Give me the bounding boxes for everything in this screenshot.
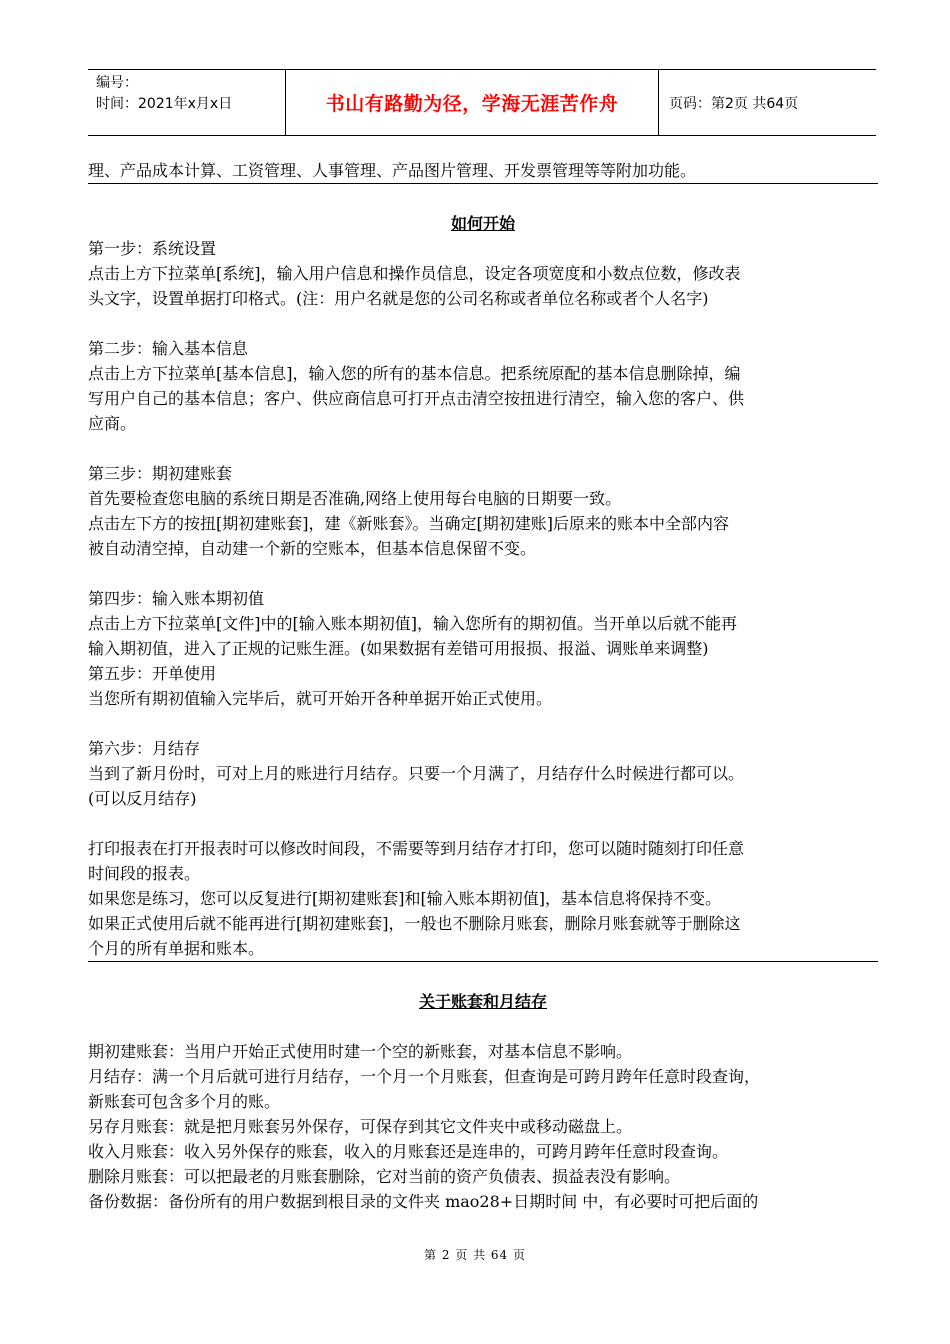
document-body <box>88 158 878 1214</box>
paragraph-line: 新账套可包含多个月的账。 <box>88 1092 281 1111</box>
paragraph-line: 如果您是练习，您可以反复进行[期初建账套]和[输入账本期初值]，基本信息将保持不变。 <box>88 889 721 908</box>
paragraph-line: 时间段的报表。 <box>88 864 201 883</box>
paragraph-line: 输入期初值，进入了正规的记账生涯。(如果数据有差错可用报损、报溢、调账单来调整) <box>88 639 709 658</box>
paragraph-line: 点击上方下拉菜单[系统]，输入用户信息和操作员信息，设定各项宽度和小数点位数，修改表 <box>88 264 741 283</box>
step-title: 第三步：期初建账套 <box>88 464 233 483</box>
paragraph-line: 当到了新月份时，可对上月的账进行月结存。只要一个月满了，月结存什么时候进行都可以。 <box>88 764 745 783</box>
paragraph-line: 打印报表在打开报表时可以修改时间段，不需要等到月结存才打印，您可以随时随刻打印任意 <box>88 839 745 858</box>
paragraph-line: 理、产品成本计算、工资管理、人事管理、产品图片管理、开发票管理等等附加功能。 <box>88 158 878 184</box>
paragraph-line: (可以反月结存) <box>88 789 197 808</box>
paragraph-line: 头文字，设置单据打印格式。(注：用户名就是您的公司名称或者单位名称或者个人名字) <box>88 289 709 308</box>
paragraph-line: 收入月账套：收入另外保存的账套，收入的月账套还是连串的，可跨月跨年任意时段查询。 <box>88 1142 729 1161</box>
paragraph-line: 当您所有期初值输入完毕后，就可开始开各种单据开始正式使用。 <box>88 689 553 708</box>
document-date-label: 时间：2021年x月x日 <box>96 96 233 112</box>
paragraph-line: 点击左下方的按扭[期初建账套]，建《新账套》。当确定[期初建账]后原来的账本中全部内容 <box>88 514 729 533</box>
paragraph-line: 删除月账套：可以把最老的月账套删除，它对当前的资产负债表、损益表没有影响。 <box>88 1167 681 1186</box>
paragraph-line: 备份数据：备份所有的用户数据到根目录的文件夹 mao28+日期时间 中，有必要时可把后面的 <box>88 1192 759 1211</box>
header-motto: 书山有路勤为径，学海无涯苦作舟 <box>286 70 659 135</box>
step-title: 第六步：月结存 <box>88 739 201 758</box>
paragraph-line: 应商。 <box>88 414 137 433</box>
header-meta <box>88 70 286 135</box>
paragraph-line: 月结存：满一个月后就可进行月结存，一个月一个月账套，但查询是可跨月跨年任意时段查询， <box>88 1067 761 1086</box>
step-title: 第四步：输入账本期初值 <box>88 589 265 608</box>
header-page-info: 页码：第2页 共64页 <box>669 95 799 112</box>
paragraph-line: 期初建账套：当用户开始正式使用时建一个空的新账套，对基本信息不影响。 <box>88 1042 633 1061</box>
step-title: 第二步：输入基本信息 <box>88 339 249 358</box>
page-header <box>88 69 876 136</box>
step-title: 第五步：开单使用 <box>88 664 217 683</box>
page-footer: 第 2 页 共 64 页 <box>424 1248 526 1262</box>
paragraph-line: 被自动清空掉，自动建一个新的空账本，但基本信息保留不变。 <box>88 539 537 558</box>
paragraph-line: 首先要检查您电脑的系统日期是否准确,网络上使用每台电脑的日期要一致。 <box>88 489 622 508</box>
paragraph-line: 点击上方下拉菜单[文件]中的[输入账本期初值]，输入您所有的期初值。当开单以后就不能再 <box>88 614 737 633</box>
paragraph-line: 如果正式使用后就不能再进行[期初建账套]，一般也不删除月账套，删除月账套就等于删除这 <box>88 914 741 933</box>
section-heading-ledger-and-month-end: 关于账套和月结存 <box>418 992 547 1011</box>
paragraph-line: 写用户自己的基本信息；客户、供应商信息可打开点击清空按扭进行清空，输入您的客户、供 <box>88 389 745 408</box>
paragraph-line: 点击上方下拉菜单[基本信息]，输入您的所有的基本信息。把系统原配的基本信息删除掉，编 <box>88 364 741 383</box>
paragraph-line: 另存月账套：就是把月账套另外保存，可保存到其它文件夹中或移动磁盘上。 <box>88 1117 633 1136</box>
document-number-label: 编号： <box>96 75 138 91</box>
paragraph-line: 个月的所有单据和账本。 <box>88 936 878 962</box>
step-title: 第一步：系统设置 <box>88 239 217 258</box>
section-heading-how-to-start: 如何开始 <box>450 214 515 233</box>
